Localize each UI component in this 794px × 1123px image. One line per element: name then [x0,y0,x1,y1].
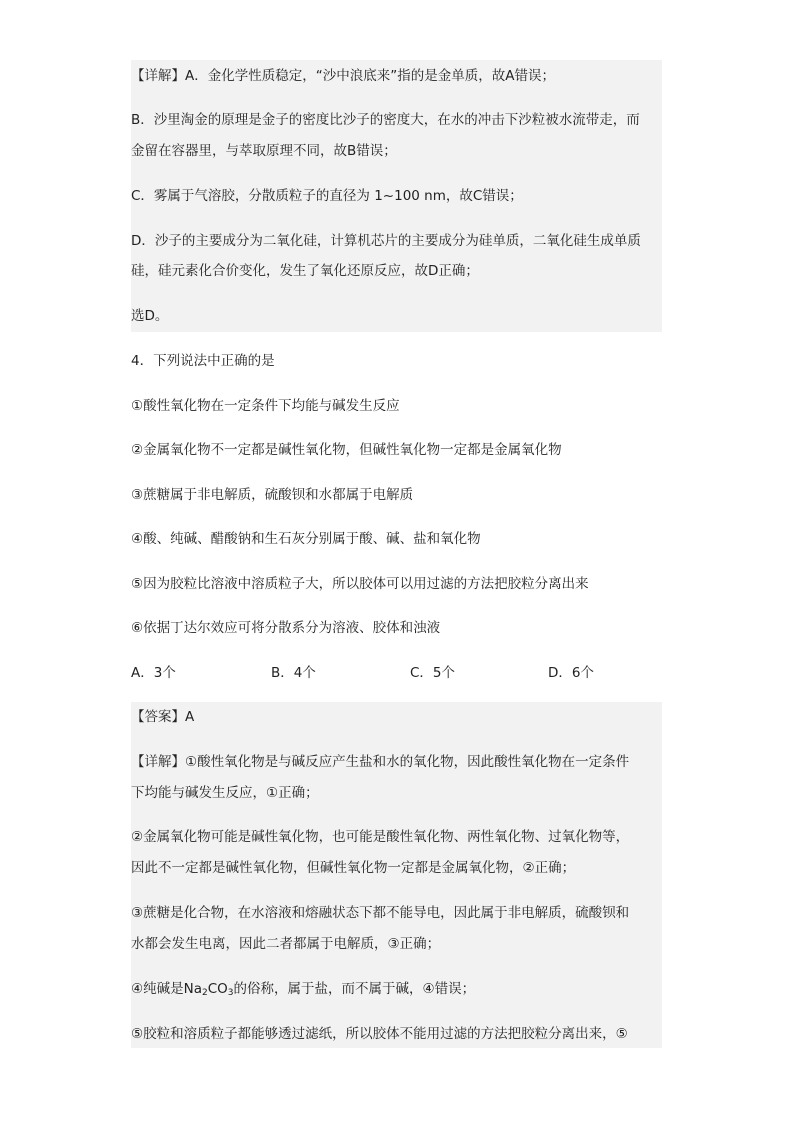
statement-5: ⑤因为胶粒比溶液中溶质粒子大，所以胶体可以用过滤的方法把胶粒分离出来 [131,576,589,592]
detail-3a: ③蔗糖是化合物，在水溶液和熔融状态下都不能导电，因此属于非电解质，硫酸钡和 [131,905,630,921]
formula-sub-3: 3 [227,988,234,998]
statement-6: ⑥依据丁达尔效应可将分散系分为溶液、胶体和浊液 [131,620,441,636]
option-b: B．4个 [271,665,316,681]
formula-sub-2: 2 [201,988,208,998]
explanation-line-c: C．雾属于气溶胶，分散质粒子的直径为 1~100 nm，故C错误； [131,188,523,204]
option-a: A．3个 [131,665,176,681]
explanation-line-a: 【详解】A．金化学性质稳定，“沙中浪底来”指的是金单质，故A错误； [131,68,555,84]
detail-1a: 【详解】①酸性氧化物是与碱反应产生盐和水的氧化物，因此酸性氧化物在一定条件 [131,754,630,770]
statement-2: ②金属氧化物不一定都是碱性氧化物，但碱性氧化物一定都是金属氧化物 [131,442,562,458]
statement-3: ③蔗糖属于非电解质，硫酸钡和水都属于电解质 [131,487,414,503]
detail-4-prefix: ④纯碱是 [131,981,184,997]
explanation-line-b1: B．沙里淘金的原理是金子的密度比沙子的密度大，在水的冲击下沙粒被水流带走，而 [131,112,640,128]
explanation-line-b2: 金留在容器里，与萃取原理不同，故B错误； [131,143,397,159]
detail-4 [131,979,662,999]
statement-1: ①酸性氧化物在一定条件下均能与碱发生反应 [131,398,400,414]
question-stem: 4．下列说法中正确的是 [131,353,275,369]
formula-na: Na [183,981,202,997]
detail-2b: 因此不一定都是碱性氧化物，但碱性氧化物一定都是金属氧化物，②正确； [131,860,576,876]
detail-1b: 下均能与碱发生反应，①正确； [131,785,319,801]
detail-4-suffix: 的俗称，属于盐，而不属于碱，④错误； [233,981,476,997]
detail-3b: 水都会发生电离，因此二者都属于电解质，③正确； [131,936,441,952]
answer-line: 【答案】A [131,709,195,725]
explanation-conclusion: 选D。 [131,308,169,324]
formula-co: CO [207,981,228,997]
answer-options [131,663,662,683]
explanation-line-d1: D．沙子的主要成分为二氧化硅，计算机芯片的主要成分为硅单质，二氧化硅生成单质 [131,233,641,249]
option-c: C．5个 [410,665,456,681]
detail-2a: ②金属氧化物可能是碱性氧化物，也可能是酸性氧化物、两性氧化物、过氧化物等， [131,829,630,845]
explanation-line-d2: 硅，硅元素化合价变化，发生了氧化还原反应，故D正确； [131,263,479,279]
statement-4: ④酸、纯碱、醋酸钠和生石灰分别属于酸、碱、盐和氧化物 [131,531,481,547]
option-d: D．6个 [548,665,594,681]
detail-5a: ⑤胶粒和溶质粒子都能够透过滤纸，所以胶体不能用过滤的方法把胶粒分离出来，⑤ [131,1026,628,1042]
